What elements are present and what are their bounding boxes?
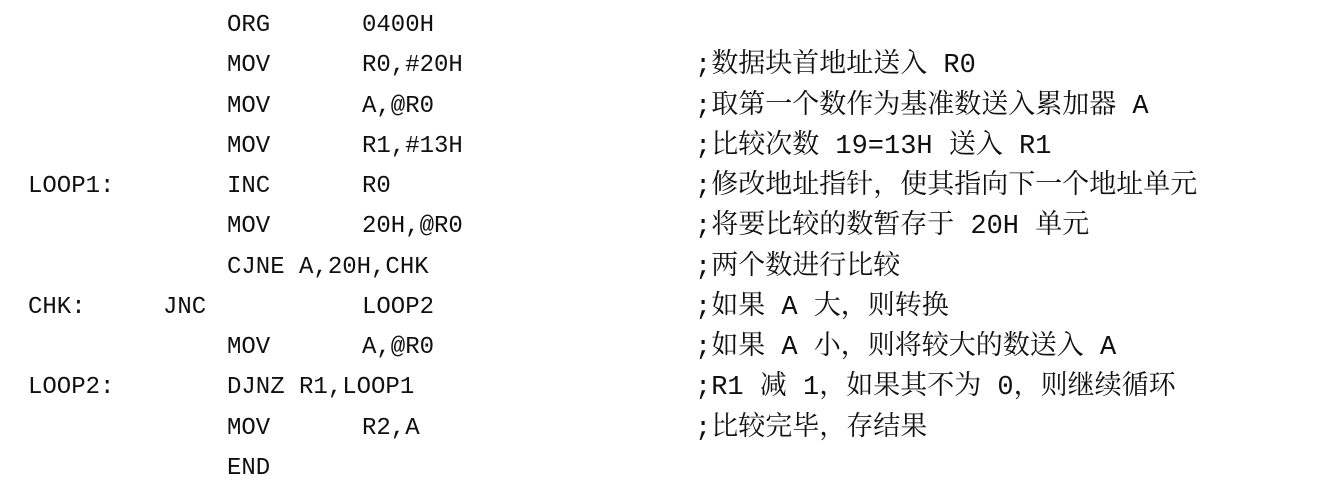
asm-comment: ;数据块首地址送入 R0 bbox=[695, 51, 976, 82]
asm-comment: ;如果 A 小，则将较大的数送入 A bbox=[695, 333, 1117, 363]
asm-operand: A,@R0 bbox=[362, 334, 435, 361]
asm-line bbox=[0, 288, 1322, 328]
asm-line bbox=[0, 167, 1322, 207]
asm-line bbox=[0, 368, 1322, 408]
asm-opcode: MOV bbox=[227, 132, 271, 160]
asm-operand: 0400H bbox=[362, 12, 435, 39]
asm-line bbox=[0, 248, 1322, 288]
asm-opcode: INC bbox=[227, 173, 271, 200]
asm-line bbox=[0, 207, 1322, 247]
asm-line bbox=[0, 328, 1322, 368]
asm-opcode: DJNZ R1,LOOP1 bbox=[227, 374, 415, 402]
asm-line bbox=[0, 127, 1322, 167]
asm-comment: ;比较次数 19=13H 送入 R1 bbox=[695, 131, 1052, 162]
asm-comment: ;将要比较的数暂存于 20H 单元 bbox=[695, 212, 1090, 243]
asm-opcode: JNC bbox=[163, 293, 207, 321]
asm-opcode: END bbox=[227, 454, 271, 482]
asm-operand: LOOP2 bbox=[362, 293, 435, 321]
asm-opcode: MOV bbox=[227, 213, 271, 241]
asm-comment: ;如果 A 大，则转换 bbox=[695, 292, 949, 323]
asm-operand: R0,#20H bbox=[362, 52, 463, 80]
asm-comment: ;两个数进行比较 bbox=[695, 252, 901, 283]
asm-line bbox=[0, 6, 1322, 46]
asm-label: LOOP2: bbox=[28, 374, 115, 402]
asm-operand: R2,A bbox=[362, 414, 420, 442]
asm-operand: R0 bbox=[362, 173, 391, 200]
asm-opcode: MOV bbox=[227, 52, 271, 80]
asm-operand: A,@R0 bbox=[362, 92, 435, 120]
asm-comment: ;比较完毕，存结果 bbox=[695, 413, 928, 444]
asm-opcode: MOV bbox=[227, 414, 271, 442]
asm-opcode: CJNE A,20H,CHK bbox=[227, 253, 429, 281]
asm-comment: ;修改地址指针，使其指向下一个地址单元 bbox=[695, 172, 1198, 202]
asm-comment: ;R1 减 1，如果其不为 0，则继续循环 bbox=[695, 373, 1176, 404]
asm-opcode: MOV bbox=[227, 92, 271, 120]
asm-comment: ;取第一个数作为基准数送入累加器 A bbox=[695, 91, 1149, 122]
asm-label: CHK: bbox=[28, 293, 86, 321]
asm-line bbox=[0, 87, 1322, 127]
asm-opcode: ORG bbox=[227, 12, 271, 39]
asm-line bbox=[0, 46, 1322, 86]
asm-line bbox=[0, 409, 1322, 449]
asm-opcode: MOV bbox=[227, 334, 271, 361]
asm-label: LOOP1: bbox=[28, 173, 115, 200]
asm-operand: 20H,@R0 bbox=[362, 213, 463, 241]
asm-operand: R1,#13H bbox=[362, 132, 463, 160]
asm-line bbox=[0, 449, 1322, 489]
